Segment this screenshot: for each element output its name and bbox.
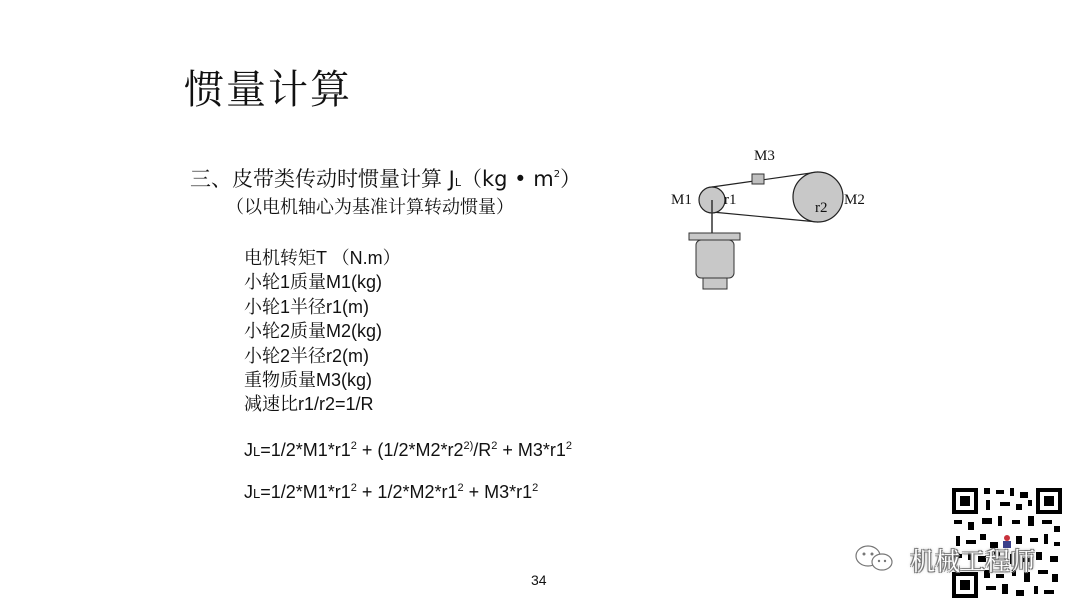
- variable-item: 小轮2质量M2(kg): [244, 321, 383, 342]
- formula-part: + 1/2*M2*r1: [356, 482, 458, 502]
- formula-superscript: 2: [350, 440, 357, 452]
- formula-superscript: 2): [463, 440, 474, 452]
- motor-base: [703, 278, 727, 289]
- formula-superscript: 2: [350, 482, 357, 494]
- variable-item: 小轮1质量M1(kg): [244, 272, 383, 293]
- formula-part: =1/2*M1*r1: [260, 482, 351, 502]
- formula-superscript: 2: [491, 440, 498, 452]
- variable-list: [244, 246, 401, 417]
- formula-part: /R: [473, 440, 492, 460]
- load-block-m3: [752, 174, 764, 184]
- label-r2: r2: [815, 200, 828, 216]
- formula-full: [244, 440, 572, 461]
- label-r1: r1: [724, 192, 737, 208]
- formula-j: J: [244, 440, 253, 460]
- motor-body: [696, 240, 734, 278]
- heading-prefix: 三、皮带类传动时惯量计算 J: [190, 167, 455, 191]
- formula-part: + M3*r1: [463, 482, 533, 502]
- formula-subscript: L: [253, 444, 261, 459]
- heading-unit-superscript: 2: [553, 169, 561, 180]
- variable-item: 小轮2半径r2(m): [244, 345, 369, 366]
- label-m1: M1: [671, 192, 692, 208]
- formula-j: J: [244, 482, 253, 502]
- slide-title: 惯量计算: [184, 67, 352, 113]
- variable-item: 重物质量M3(kg): [244, 370, 373, 391]
- variable-item: 小轮1半径r1(m): [244, 296, 369, 317]
- heading-unit-close: ）: [560, 167, 582, 191]
- page-number: 34: [531, 572, 547, 588]
- formula-superscript: 2: [457, 482, 464, 494]
- motor-flange: [689, 233, 740, 240]
- formula-simplified: [244, 482, 538, 503]
- formula-superscript: 2: [532, 482, 539, 494]
- formula-part: + M3*r1: [497, 440, 566, 460]
- heading-unit-open: （kg • m: [461, 167, 554, 191]
- variable-item: 电机转矩T （N.m）: [244, 248, 401, 268]
- label-m3: M3: [754, 148, 775, 164]
- formula-part: + (1/2*M2*r2: [356, 440, 464, 460]
- watermark-text: 机械工程师: [910, 547, 1036, 576]
- formula-superscript: 2: [565, 440, 573, 452]
- section-subheading: （以电机轴心为基准计算转动惯量）: [226, 197, 514, 218]
- label-m2: M2: [844, 192, 865, 208]
- section-heading: [190, 163, 581, 193]
- heading-subscript: L: [454, 176, 462, 189]
- variable-item: 减速比r1/r2=1/R: [244, 394, 374, 415]
- formula-part: =1/2*M1*r1: [260, 440, 351, 460]
- belt-drive-diagram: [660, 140, 890, 300]
- formula-subscript: L: [253, 486, 261, 501]
